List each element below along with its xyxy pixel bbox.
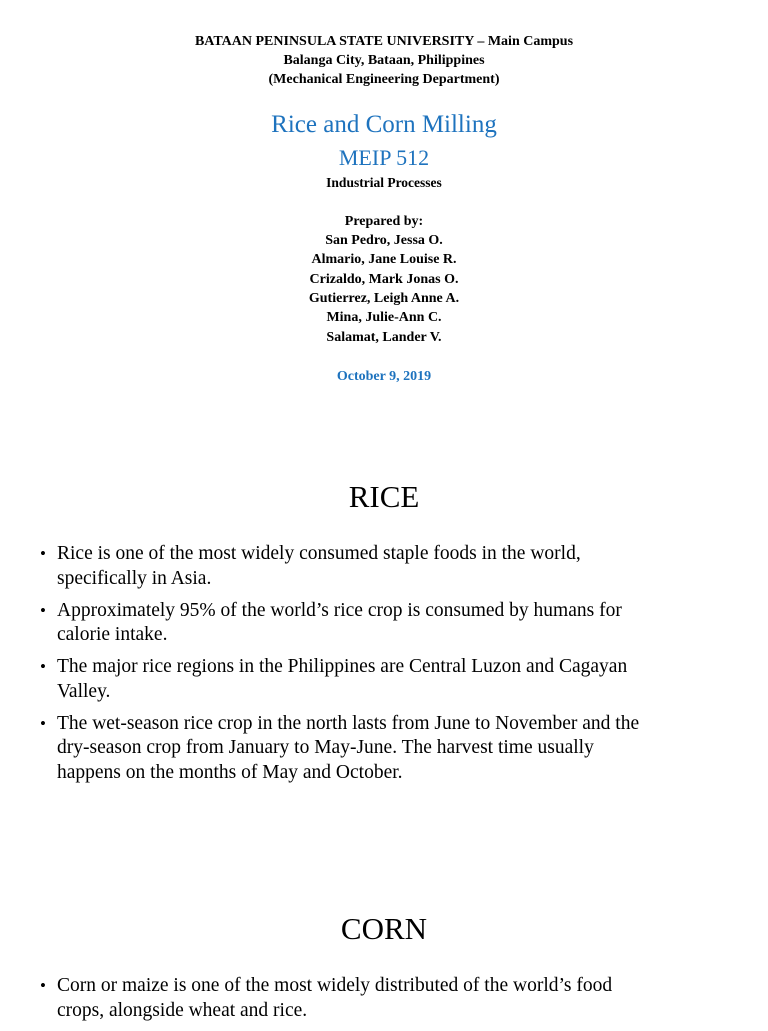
prepared-by-label: Prepared by: (344, 214, 424, 229)
bullet-line: crops, alongside wheat and rice. (57, 999, 308, 1021)
university-location: Balanga City, Bataan, Philippines (283, 53, 485, 68)
university-name: BATAAN PENINSULA STATE UNIVERSITY – Main Campus (194, 34, 574, 49)
bullet-line: Approximately 95% of the world’s rice crop is consumed by humans for (57, 599, 622, 621)
section-heading-rice: RICE (348, 479, 420, 514)
list-item (40, 712, 740, 786)
bullet-line: Rice is one of the most widely consumed staple foods in the world, (57, 543, 581, 564)
list-item (40, 542, 740, 591)
subject-name: Industrial Processes (326, 175, 442, 190)
rice-bullet-list (40, 542, 740, 793)
author-name: San Pedro, Jessa O. (325, 233, 443, 248)
author-name: Mina, Julie-Ann C. (326, 310, 442, 325)
bullet-icon: • (40, 976, 46, 995)
bullet-line: Corn or maize is one of the most widely distributed of the world’s food (57, 975, 613, 996)
section-heading-corn: CORN (340, 911, 428, 946)
bullet-icon: • (40, 713, 46, 733)
list-item (40, 599, 740, 648)
bullet-line: calorie intake. (57, 624, 168, 645)
author-name: Almario, Jane Louise R. (311, 252, 457, 267)
bullet-line: dry-season crop from January to May-June. The harvest time usually (57, 737, 594, 758)
department-name: (Mechanical Engineering Department) (268, 72, 500, 87)
bullet-line: The major rice regions in the Philippines are Central Luzon and Cagayan (57, 656, 628, 677)
bullet-icon: • (40, 600, 46, 620)
course-code: MEIP 512 (338, 145, 430, 170)
bullet-line: Valley. (57, 680, 111, 702)
document-date: October 9, 2019 (336, 369, 432, 384)
bullet-icon: • (40, 657, 46, 676)
list-item (40, 655, 740, 704)
author-name: Gutierrez, Leigh Anne A. (308, 291, 460, 306)
bullet-line: specifically in Asia. (57, 567, 212, 589)
list-item (40, 974, 740, 1023)
corn-bullet-list (40, 974, 740, 1031)
author-name: Salamat, Lander V. (326, 330, 442, 345)
bullet-line: happens on the months of May and October. (57, 761, 403, 783)
bullet-line: The wet-season rice crop in the north lasts from June to November and the (57, 712, 640, 734)
bullet-icon: • (40, 544, 46, 563)
author-name: Crizaldo, Mark Jonas O. (309, 272, 459, 287)
document-title: Rice and Corn Milling (271, 111, 497, 138)
